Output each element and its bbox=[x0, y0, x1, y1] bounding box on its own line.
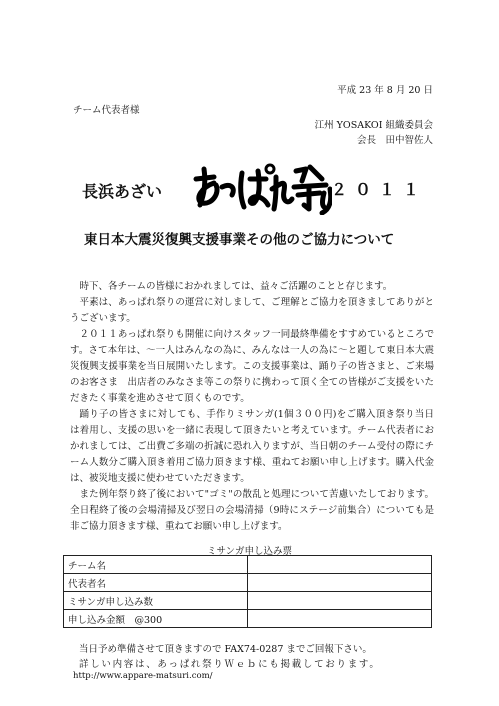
signatory-line: 会長 田中智佐人 bbox=[356, 135, 433, 146]
organization-name: 江州 YOSAKOI 組織委員会 bbox=[314, 120, 433, 131]
application-form-table bbox=[63, 555, 432, 628]
letter-body bbox=[70, 279, 434, 535]
form-label-amount: 申し込み金額 @300 bbox=[64, 610, 248, 628]
table-row bbox=[64, 610, 432, 628]
form-field-representative[interactable] bbox=[248, 574, 432, 592]
banner-right-text: ２０１１ bbox=[331, 180, 428, 199]
table-row bbox=[64, 556, 432, 574]
appare-matsuri-logo bbox=[188, 157, 332, 215]
table-row bbox=[64, 592, 432, 610]
website-url[interactable]: http://www.appare-matsuri.com/ bbox=[73, 671, 213, 681]
body-paragraph: また例年祭り終了後において"ゴミ"の散乱と処理について苦慮いたしております。全日程終了後の会場清掃及び翌日の会場清掃（9時にステージ前集合）についても是非ご協力頂きます様、重ねてお願い申し上げます。 bbox=[70, 489, 434, 532]
table-row bbox=[64, 574, 432, 592]
document-heading: 東日本大震災復興支援事業その他のご協力について bbox=[84, 232, 395, 248]
web-notice: 詳しい内容は、あっぱれ祭りＷｅｂにも掲載しております。 bbox=[79, 659, 381, 670]
form-title: ミサンガ申し込み票 bbox=[206, 546, 293, 557]
body-paragraph: 時下、各チームの皆様におかれましては、益々ご活躍のことと存じます。 bbox=[79, 281, 393, 292]
form-field-quantity[interactable] bbox=[248, 592, 432, 610]
form-label-quantity: ミサンガ申し込み数 bbox=[64, 592, 248, 610]
document-date: 平成 23 年 8 月 20 日 bbox=[337, 85, 433, 96]
form-field-team-name[interactable] bbox=[248, 556, 432, 574]
body-paragraph: 踊り子の皆さまに対しても、手作りミサンガ(1個３００円)をご購入頂き祭り当日は着用し、支援の思いを一緒に表現して頂きたいと考えています。チーム代表者におかれましては、ご出費ご多端の折誠に恐れ入りますが、当日朝のチーム受付の際にチーム人数分ご購入頂き着用ご協力頂きます様、重ねてお願い申し上げます。購入代金は、被災地支援に使わせていただきます。 bbox=[70, 409, 434, 484]
form-field-amount[interactable] bbox=[248, 610, 432, 628]
body-paragraph: 平素は、あっぱれ祭りの運営に対しまして、ご理解とご協力を頂きましてありがとうございます。 bbox=[70, 297, 434, 324]
form-label-representative: 代表者名 bbox=[64, 574, 248, 592]
fax-instruction: 当日予め準備させて頂きますので FAX74-0287 までご回報下さい。 bbox=[79, 644, 372, 655]
form-label-team-name: チーム名 bbox=[64, 556, 248, 574]
body-paragraph: ２０１１あっぱれ祭りも開催に向けスタッフ一同最終準備をすすめているところです。さて本年は、～一人はみんなの為に、みんなは一人の為に～と題して東日本大震災復興支援事業を当日展開いたします。この支援事業は、踊り子の皆さまと、ご来場のお客さま 出店者のみなさま等この祭りに携わって頂く全ての皆様がご支援をいただきたく事業を進めさせて頂くものです。 bbox=[70, 329, 434, 404]
recipient-line: チーム代表者様 bbox=[73, 105, 140, 116]
banner-left-text: 長浜あざい bbox=[82, 182, 163, 201]
